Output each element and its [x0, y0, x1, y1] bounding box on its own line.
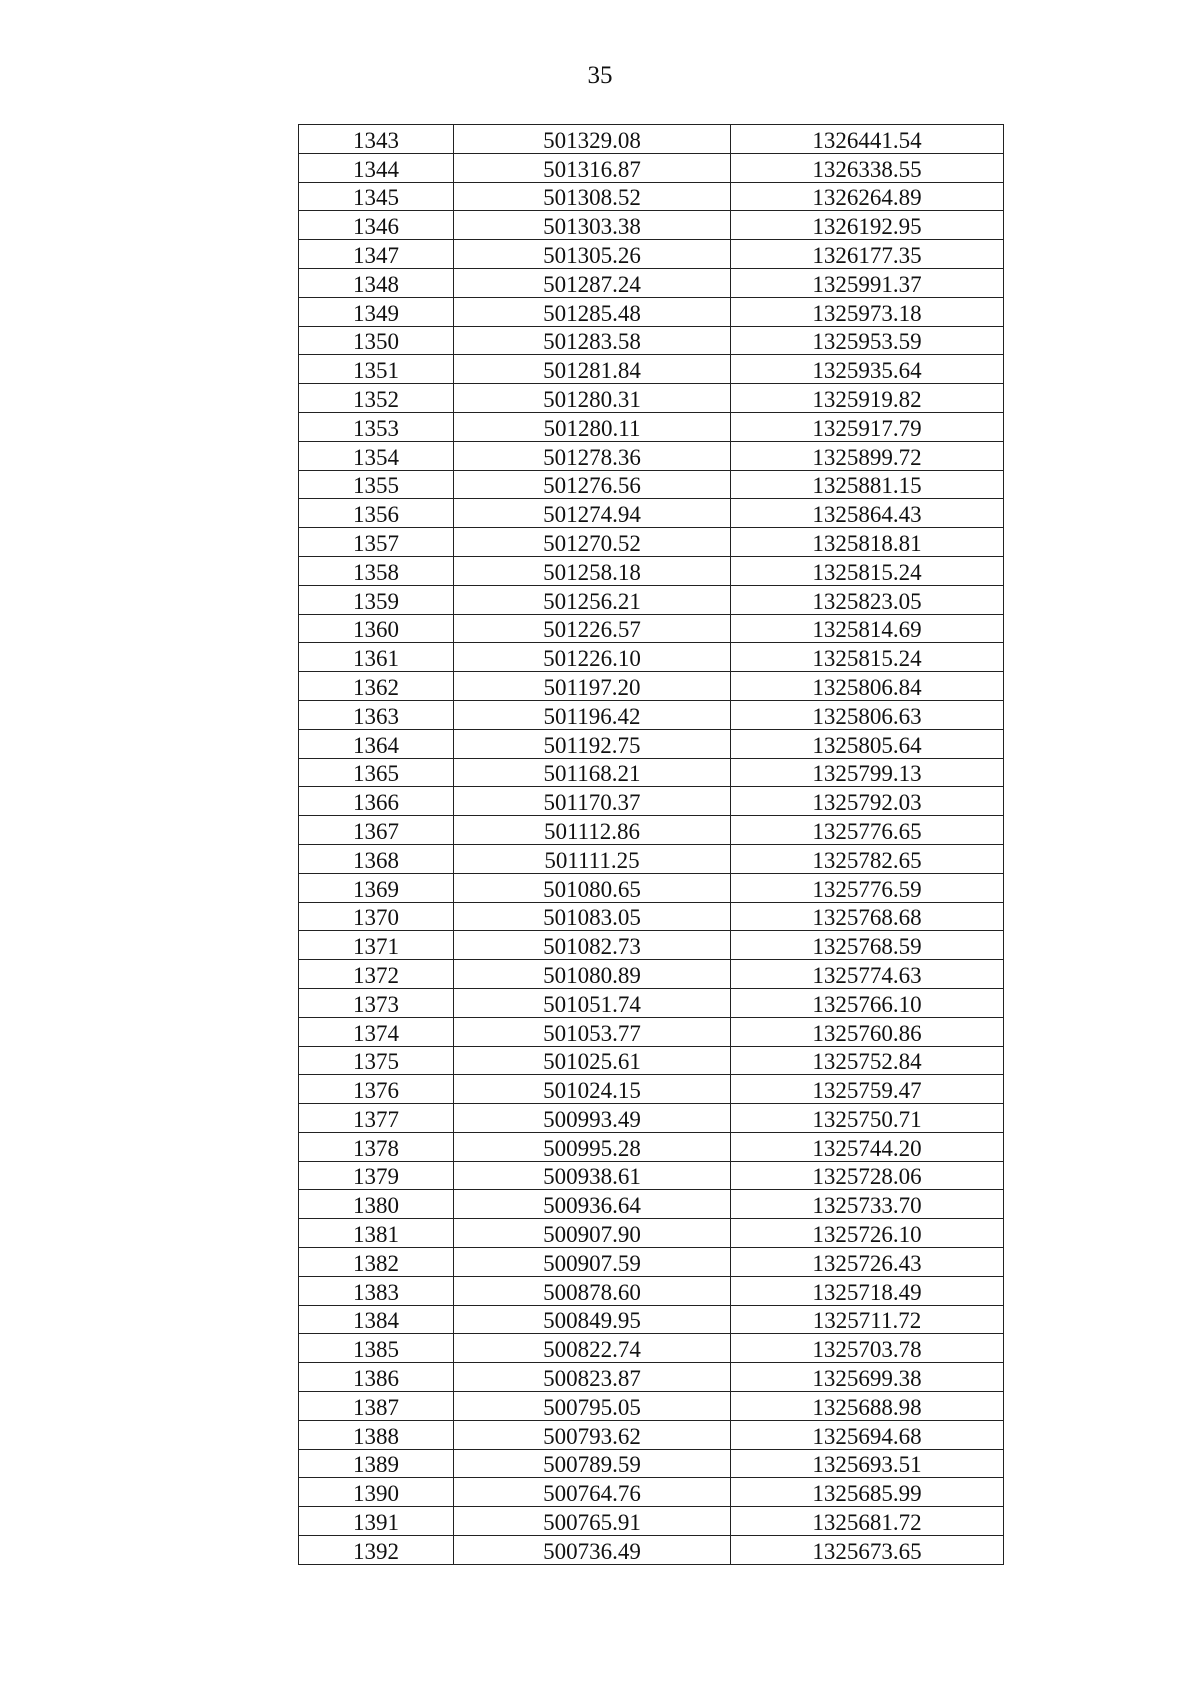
y-coordinate-cell: 1325899.72: [731, 441, 1004, 470]
page-number: 35: [587, 62, 613, 89]
x-coordinate-cell: 500736.49: [454, 1536, 731, 1565]
table-row: [299, 297, 1004, 326]
x-coordinate-cell: 501280.31: [454, 384, 731, 413]
point-number-cell: 1378: [299, 1132, 454, 1161]
table-row: [299, 1478, 1004, 1507]
point-number-cell: 1344: [299, 153, 454, 182]
table-row: [299, 1248, 1004, 1277]
table-row: [299, 873, 1004, 902]
table-row: [299, 643, 1004, 672]
y-coordinate-cell: 1325750.71: [731, 1104, 1004, 1133]
x-coordinate-cell: 501308.52: [454, 182, 731, 211]
y-coordinate-cell: 1325688.98: [731, 1392, 1004, 1421]
y-coordinate-cell: 1325991.37: [731, 268, 1004, 297]
point-number-cell: 1363: [299, 700, 454, 729]
y-coordinate-cell: 1325673.65: [731, 1536, 1004, 1565]
x-coordinate-cell: 500993.49: [454, 1104, 731, 1133]
point-number-cell: 1367: [299, 816, 454, 845]
point-number-cell: 1358: [299, 556, 454, 585]
x-coordinate-cell: 500878.60: [454, 1276, 731, 1305]
table-row: [299, 1017, 1004, 1046]
table-row: [299, 1219, 1004, 1248]
y-coordinate-cell: 1325782.65: [731, 844, 1004, 873]
y-coordinate-cell: 1325759.47: [731, 1075, 1004, 1104]
point-number-cell: 1388: [299, 1420, 454, 1449]
x-coordinate-cell: 501316.87: [454, 153, 731, 182]
x-coordinate-cell: 501170.37: [454, 787, 731, 816]
x-coordinate-cell: 500849.95: [454, 1305, 731, 1334]
y-coordinate-cell: 1325776.65: [731, 816, 1004, 845]
x-coordinate-cell: 501112.86: [454, 816, 731, 845]
table-row: [299, 1161, 1004, 1190]
point-number-cell: 1374: [299, 1017, 454, 1046]
point-number-cell: 1369: [299, 873, 454, 902]
x-coordinate-cell: 501283.58: [454, 326, 731, 355]
point-number-cell: 1361: [299, 643, 454, 672]
x-coordinate-cell: 501258.18: [454, 556, 731, 585]
point-number-cell: 1366: [299, 787, 454, 816]
table-row: [299, 125, 1004, 154]
y-coordinate-cell: 1325919.82: [731, 384, 1004, 413]
y-coordinate-cell: 1325693.51: [731, 1449, 1004, 1478]
point-number-cell: 1365: [299, 758, 454, 787]
y-coordinate-cell: 1325711.72: [731, 1305, 1004, 1334]
point-number-cell: 1353: [299, 412, 454, 441]
x-coordinate-cell: 501226.57: [454, 614, 731, 643]
y-coordinate-cell: 1325752.84: [731, 1046, 1004, 1075]
y-coordinate-cell: 1325815.24: [731, 643, 1004, 672]
y-coordinate-cell: 1325806.63: [731, 700, 1004, 729]
point-number-cell: 1376: [299, 1075, 454, 1104]
x-coordinate-cell: 500793.62: [454, 1420, 731, 1449]
table-row: [299, 1363, 1004, 1392]
point-number-cell: 1375: [299, 1046, 454, 1075]
x-coordinate-cell: 500907.90: [454, 1219, 731, 1248]
point-number-cell: 1351: [299, 355, 454, 384]
y-coordinate-cell: 1325718.49: [731, 1276, 1004, 1305]
x-coordinate-cell: 500789.59: [454, 1449, 731, 1478]
point-number-cell: 1345: [299, 182, 454, 211]
point-number-cell: 1385: [299, 1334, 454, 1363]
table-row: [299, 412, 1004, 441]
x-coordinate-cell: 501305.26: [454, 240, 731, 269]
table-row: [299, 729, 1004, 758]
point-number-cell: 1355: [299, 470, 454, 499]
table-row: [299, 1449, 1004, 1478]
point-number-cell: 1371: [299, 931, 454, 960]
point-number-cell: 1364: [299, 729, 454, 758]
y-coordinate-cell: 1325733.70: [731, 1190, 1004, 1219]
table-row: [299, 1420, 1004, 1449]
y-coordinate-cell: 1325768.68: [731, 902, 1004, 931]
point-number-cell: 1350: [299, 326, 454, 355]
point-number-cell: 1343: [299, 125, 454, 154]
point-number-cell: 1370: [299, 902, 454, 931]
x-coordinate-cell: 500822.74: [454, 1334, 731, 1363]
x-coordinate-cell: 501025.61: [454, 1046, 731, 1075]
y-coordinate-cell: 1325814.69: [731, 614, 1004, 643]
x-coordinate-cell: 501285.48: [454, 297, 731, 326]
point-number-cell: 1387: [299, 1392, 454, 1421]
table-row: [299, 355, 1004, 384]
x-coordinate-cell: 501080.89: [454, 960, 731, 989]
point-number-cell: 1373: [299, 988, 454, 1017]
y-coordinate-cell: 1325774.63: [731, 960, 1004, 989]
y-coordinate-cell: 1325728.06: [731, 1161, 1004, 1190]
x-coordinate-cell: 500995.28: [454, 1132, 731, 1161]
y-coordinate-cell: 1325766.10: [731, 988, 1004, 1017]
y-coordinate-cell: 1325864.43: [731, 499, 1004, 528]
table-row: [299, 988, 1004, 1017]
y-coordinate-cell: 1325699.38: [731, 1363, 1004, 1392]
y-coordinate-cell: 1326338.55: [731, 153, 1004, 182]
x-coordinate-cell: 500938.61: [454, 1161, 731, 1190]
point-number-cell: 1377: [299, 1104, 454, 1133]
x-coordinate-cell: 500795.05: [454, 1392, 731, 1421]
table-row: [299, 1334, 1004, 1363]
table-row: [299, 499, 1004, 528]
y-coordinate-cell: 1325726.43: [731, 1248, 1004, 1277]
y-coordinate-cell: 1325953.59: [731, 326, 1004, 355]
x-coordinate-cell: 500907.59: [454, 1248, 731, 1277]
x-coordinate-cell: 501083.05: [454, 902, 731, 931]
table-row: [299, 556, 1004, 585]
y-coordinate-cell: 1325792.03: [731, 787, 1004, 816]
x-coordinate-cell: 501080.65: [454, 873, 731, 902]
table-row: [299, 960, 1004, 989]
table-row: [299, 1536, 1004, 1565]
table-row: [299, 441, 1004, 470]
y-coordinate-cell: 1325760.86: [731, 1017, 1004, 1046]
x-coordinate-cell: 500936.64: [454, 1190, 731, 1219]
point-number-cell: 1386: [299, 1363, 454, 1392]
table-row: [299, 614, 1004, 643]
x-coordinate-cell: 501024.15: [454, 1075, 731, 1104]
table-row: [299, 1276, 1004, 1305]
x-coordinate-cell: 501111.25: [454, 844, 731, 873]
x-coordinate-cell: 501196.42: [454, 700, 731, 729]
y-coordinate-cell: 1326177.35: [731, 240, 1004, 269]
point-number-cell: 1383: [299, 1276, 454, 1305]
x-coordinate-cell: 501278.36: [454, 441, 731, 470]
table-row: [299, 1392, 1004, 1421]
table-row: [299, 268, 1004, 297]
x-coordinate-cell: 501256.21: [454, 585, 731, 614]
point-number-cell: 1357: [299, 528, 454, 557]
y-coordinate-cell: 1325744.20: [731, 1132, 1004, 1161]
point-number-cell: 1391: [299, 1507, 454, 1536]
y-coordinate-cell: 1325935.64: [731, 355, 1004, 384]
table-row: [299, 758, 1004, 787]
y-coordinate-cell: 1325685.99: [731, 1478, 1004, 1507]
point-number-cell: 1348: [299, 268, 454, 297]
y-coordinate-cell: 1325805.64: [731, 729, 1004, 758]
y-coordinate-cell: 1325881.15: [731, 470, 1004, 499]
table-row: [299, 1132, 1004, 1161]
x-coordinate-cell: 501226.10: [454, 643, 731, 672]
x-coordinate-cell: 501053.77: [454, 1017, 731, 1046]
table-row: [299, 902, 1004, 931]
x-coordinate-cell: 501274.94: [454, 499, 731, 528]
table-row: [299, 240, 1004, 269]
table-row: [299, 153, 1004, 182]
x-coordinate-cell: 501082.73: [454, 931, 731, 960]
y-coordinate-cell: 1325823.05: [731, 585, 1004, 614]
table-row: [299, 211, 1004, 240]
table-row: [299, 1507, 1004, 1536]
table-row: [299, 700, 1004, 729]
table-row: [299, 816, 1004, 845]
y-coordinate-cell: 1325726.10: [731, 1219, 1004, 1248]
point-number-cell: 1379: [299, 1161, 454, 1190]
point-number-cell: 1352: [299, 384, 454, 413]
point-number-cell: 1382: [299, 1248, 454, 1277]
point-number-cell: 1349: [299, 297, 454, 326]
point-number-cell: 1346: [299, 211, 454, 240]
y-coordinate-cell: 1325815.24: [731, 556, 1004, 585]
point-number-cell: 1389: [299, 1449, 454, 1478]
y-coordinate-cell: 1325681.72: [731, 1507, 1004, 1536]
x-coordinate-cell: 501276.56: [454, 470, 731, 499]
table-row: [299, 1104, 1004, 1133]
y-coordinate-cell: 1325799.13: [731, 758, 1004, 787]
y-coordinate-cell: 1326264.89: [731, 182, 1004, 211]
x-coordinate-cell: 500764.76: [454, 1478, 731, 1507]
x-coordinate-cell: 501281.84: [454, 355, 731, 384]
coordinates-table-body: [299, 125, 1004, 1565]
table-row: [299, 470, 1004, 499]
table-row: [299, 844, 1004, 873]
point-number-cell: 1347: [299, 240, 454, 269]
table-row: [299, 787, 1004, 816]
point-number-cell: 1359: [299, 585, 454, 614]
point-number-cell: 1384: [299, 1305, 454, 1334]
x-coordinate-cell: 501303.38: [454, 211, 731, 240]
x-coordinate-cell: 501168.21: [454, 758, 731, 787]
x-coordinate-cell: 500765.91: [454, 1507, 731, 1536]
point-number-cell: 1354: [299, 441, 454, 470]
point-number-cell: 1372: [299, 960, 454, 989]
y-coordinate-cell: 1325694.68: [731, 1420, 1004, 1449]
y-coordinate-cell: 1325768.59: [731, 931, 1004, 960]
table-row: [299, 1190, 1004, 1219]
y-coordinate-cell: 1325703.78: [731, 1334, 1004, 1363]
y-coordinate-cell: 1325806.84: [731, 672, 1004, 701]
point-number-cell: 1356: [299, 499, 454, 528]
table-row: [299, 1305, 1004, 1334]
table-row: [299, 182, 1004, 211]
point-number-cell: 1380: [299, 1190, 454, 1219]
x-coordinate-cell: 501051.74: [454, 988, 731, 1017]
x-coordinate-cell: 501197.20: [454, 672, 731, 701]
x-coordinate-cell: 501280.11: [454, 412, 731, 441]
point-number-cell: 1368: [299, 844, 454, 873]
table-row: [299, 672, 1004, 701]
x-coordinate-cell: 501329.08: [454, 125, 731, 154]
y-coordinate-cell: 1326441.54: [731, 125, 1004, 154]
table-row: [299, 1046, 1004, 1075]
coordinates-table: [298, 124, 1004, 1565]
point-number-cell: 1381: [299, 1219, 454, 1248]
table-row: [299, 326, 1004, 355]
table-row: [299, 384, 1004, 413]
y-coordinate-cell: 1325776.59: [731, 873, 1004, 902]
table-row: [299, 528, 1004, 557]
x-coordinate-cell: 500823.87: [454, 1363, 731, 1392]
table-row: [299, 1075, 1004, 1104]
point-number-cell: 1390: [299, 1478, 454, 1507]
table-row: [299, 931, 1004, 960]
y-coordinate-cell: 1325973.18: [731, 297, 1004, 326]
point-number-cell: 1362: [299, 672, 454, 701]
x-coordinate-cell: 501287.24: [454, 268, 731, 297]
y-coordinate-cell: 1325818.81: [731, 528, 1004, 557]
x-coordinate-cell: 501270.52: [454, 528, 731, 557]
point-number-cell: 1360: [299, 614, 454, 643]
point-number-cell: 1392: [299, 1536, 454, 1565]
x-coordinate-cell: 501192.75: [454, 729, 731, 758]
y-coordinate-cell: 1325917.79: [731, 412, 1004, 441]
table-row: [299, 585, 1004, 614]
y-coordinate-cell: 1326192.95: [731, 211, 1004, 240]
